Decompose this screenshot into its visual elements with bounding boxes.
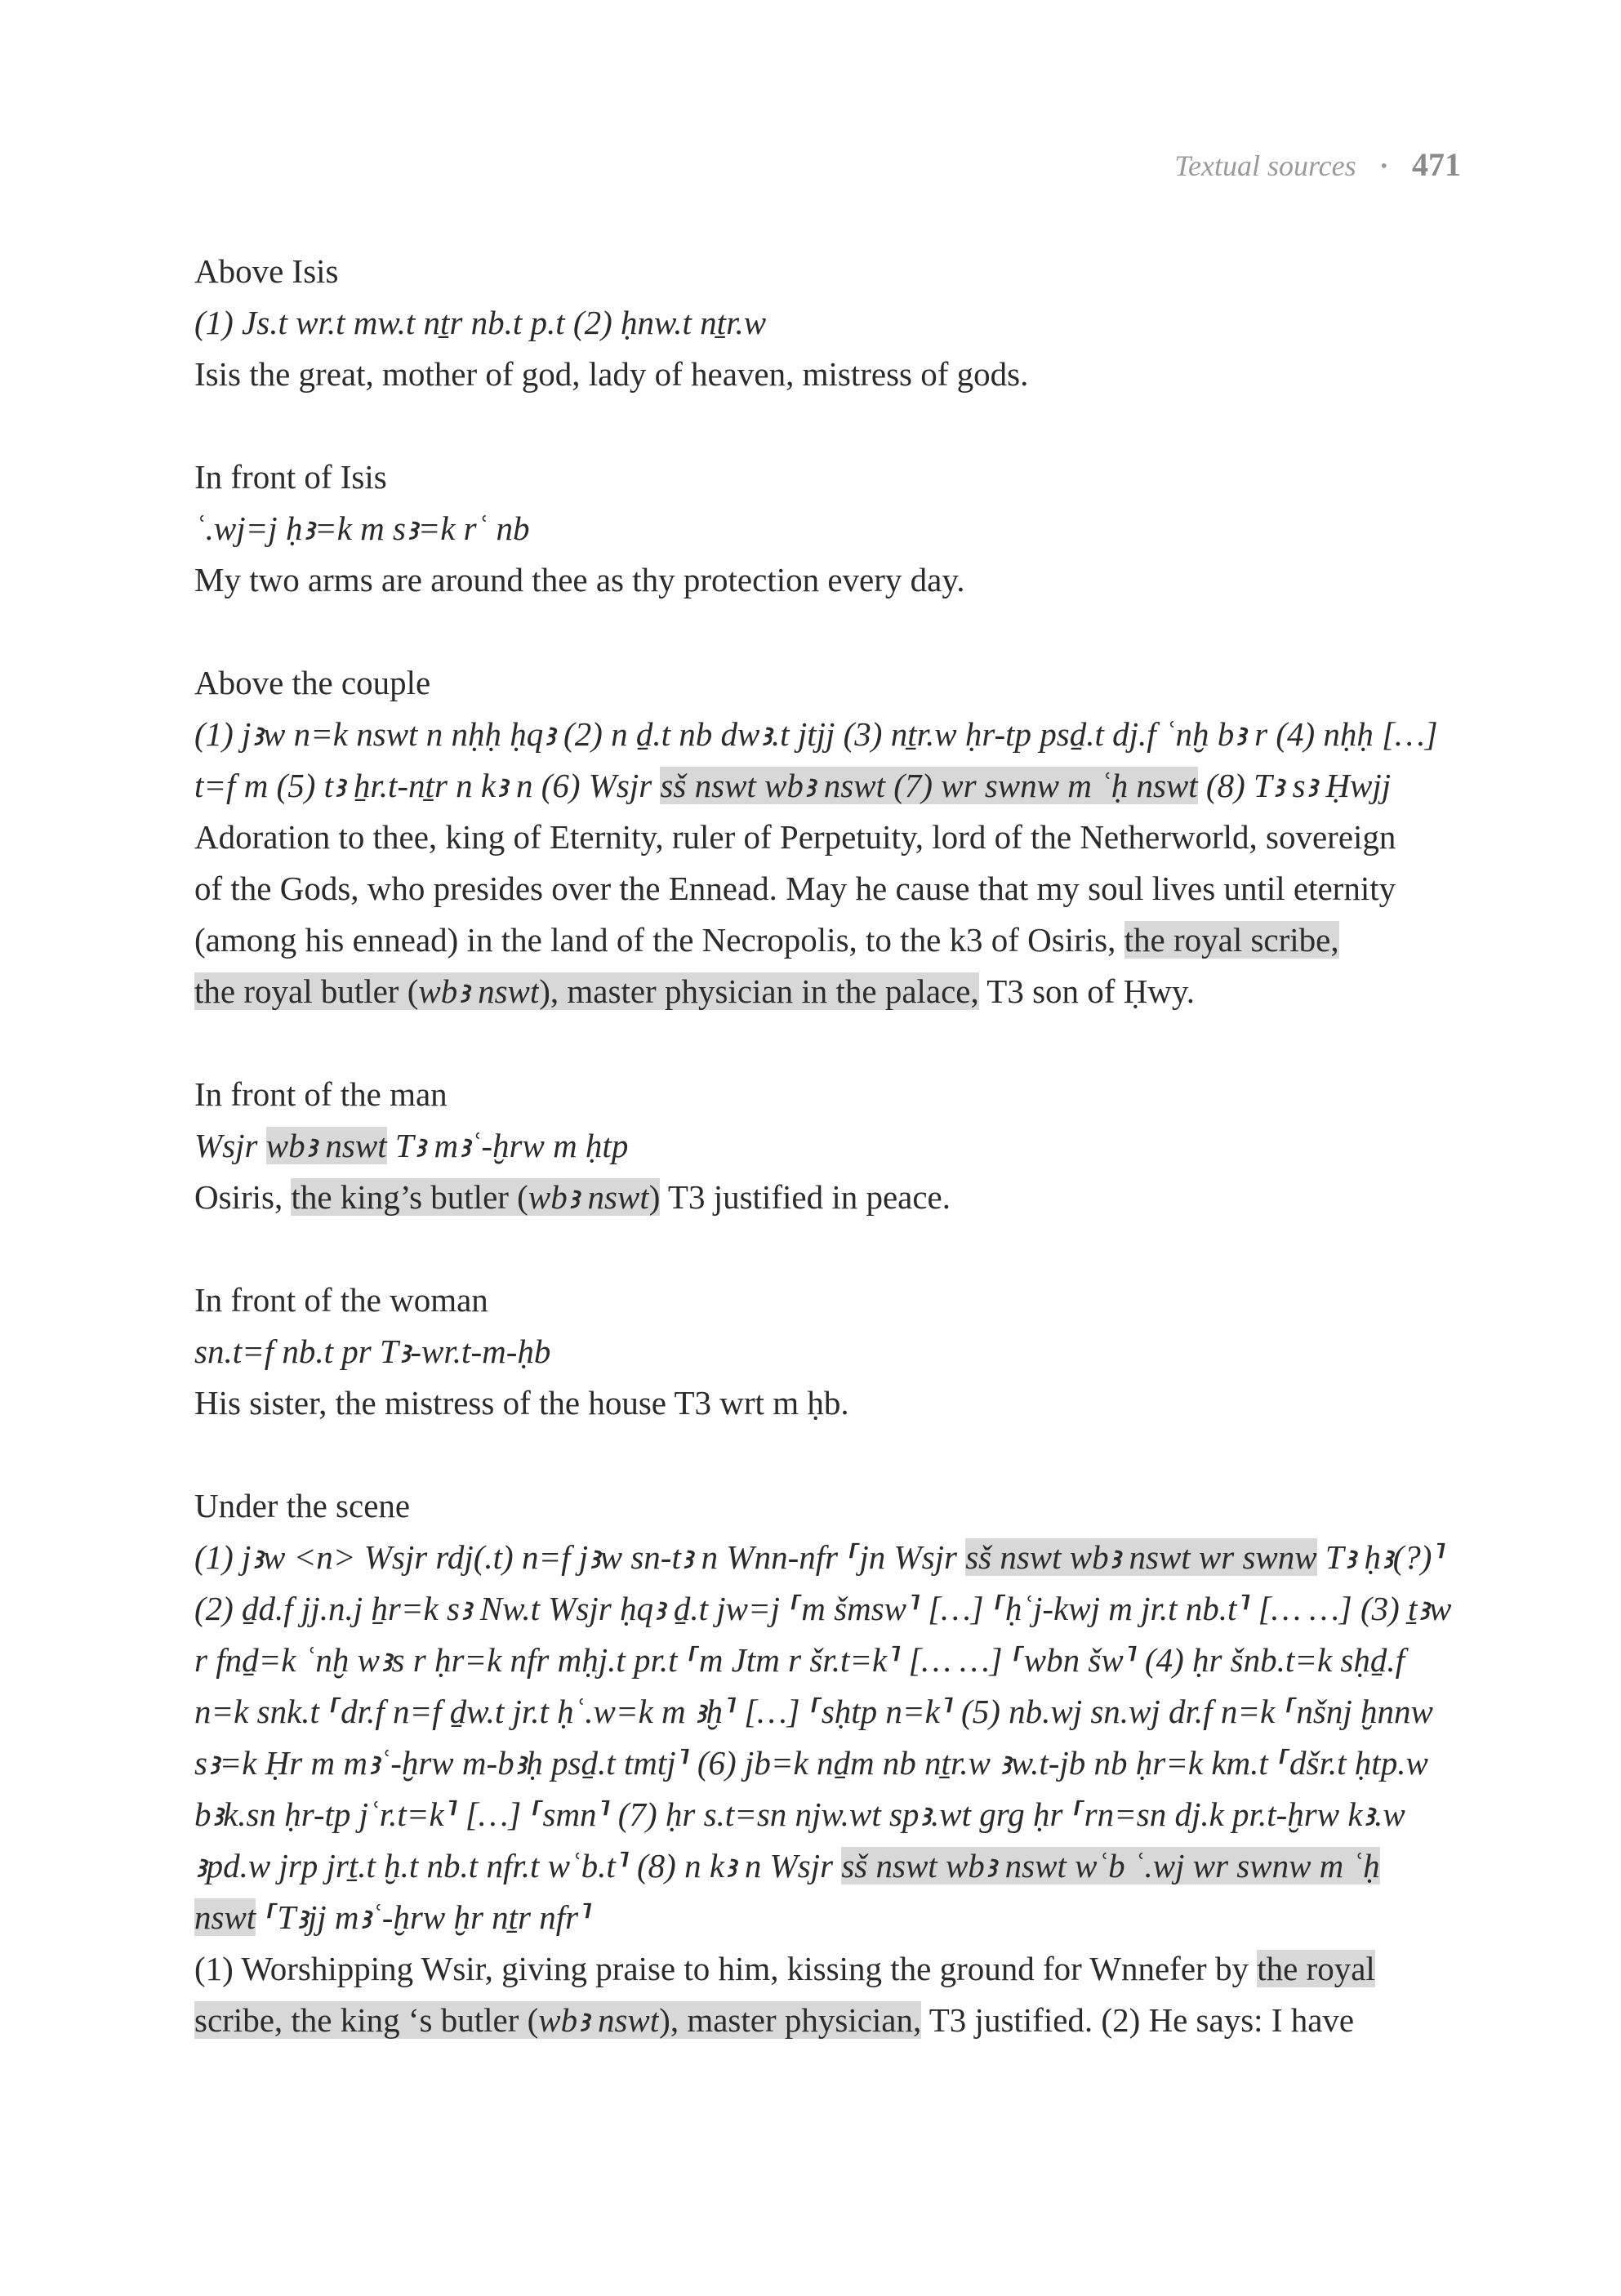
translation-line	[194, 863, 1463, 914]
translation-line	[194, 914, 1463, 966]
transliteration-line	[194, 1635, 1463, 1686]
transliteration-line	[194, 1789, 1463, 1840]
text-segment: Wsjr	[194, 1127, 266, 1164]
highlighted-text: sš nswt wbꜣ nswt wr swnw	[965, 1538, 1317, 1576]
body-text	[194, 246, 1463, 2046]
text-segment: sn.t=f nb.t pr Tꜣ-wr.t-m-ḥb	[194, 1333, 551, 1370]
text-segment: (1) jꜣw <n> Wsjr rdj(.t) n=f jꜣw sn-tꜣ n Wnn-nfr ⸢jn Wsjr	[194, 1538, 966, 1576]
transliteration-line	[194, 1583, 1463, 1635]
text-segment: sꜣ=k Ḥr m mꜣʿ-ḫrw m-bꜣḥ psḏ.t tmtj⸣ (6) jb=k nḏm nb nṯr.w ꜣw.t-jb nb ḥr=k km.t ⸢dšr.t ḥtp.w	[194, 1744, 1428, 1782]
text-segment: My two arms are around thee as thy protection every day.	[194, 561, 965, 598]
translation-line	[194, 1995, 1463, 2046]
text-block	[194, 657, 1463, 1017]
highlighted-text: sš nswt wbꜣ nswt (7) wr swnw m ʿḥ nswt	[660, 767, 1198, 804]
text-segment: Isis the great, mother of god, lady of heaven, mistress of gods.	[194, 355, 1029, 393]
text-segment: T3 justified. (2) He says: I have	[921, 2001, 1355, 2039]
translation-line	[194, 812, 1463, 863]
text-segment: (1) Js.t wr.t mw.t nṯr nb.t p.t (2) ḥnw.t nṯr.w	[194, 304, 767, 341]
text-segment: T3 son of Ḥwy.	[978, 972, 1195, 1010]
text-segment: t=f m (5) tꜣ ẖr.t-nṯr n kꜣ n (6) Wsjr	[194, 767, 661, 804]
text-block	[194, 1069, 1463, 1223]
running-head	[1174, 145, 1461, 184]
text-segment: Adoration to thee, king of Eternity, ruler of Perpetuity, lord of the Netherworld, sovereign	[194, 818, 1396, 856]
highlighted-text: the royal	[1257, 1950, 1375, 1987]
transliteration-line	[194, 1738, 1463, 1789]
text-segment: T3 justified in peace.	[660, 1178, 951, 1216]
highlighted-text: the king’s butler (	[291, 1178, 528, 1216]
block-heading: Above the couple	[194, 664, 431, 701]
paragraph-gap	[194, 1017, 1463, 1069]
text-segment: Tꜣ ḥꜣ(?)⸣	[1316, 1538, 1445, 1576]
paragraph-gap	[194, 1223, 1463, 1275]
translation-line	[194, 1943, 1463, 1995]
transliteration-line	[194, 1686, 1463, 1738]
text-segment: ꜣpd.w jrp jrṯ.t ḫ.t nb.t nfr.t wʿb.t⸣ (8) n kꜣ n Wsjr	[194, 1847, 842, 1884]
transliteration-line	[194, 760, 1463, 812]
paragraph-gap	[194, 400, 1463, 452]
running-head-separator: •	[1380, 156, 1387, 177]
translation-line	[194, 1377, 1463, 1429]
highlighted-text: )	[648, 1178, 661, 1216]
block-heading: In front of the woman	[194, 1281, 488, 1319]
highlighted-text: scribe, the king ‘s butler (	[194, 2001, 539, 2039]
translation-line	[194, 966, 1463, 1017]
highlighted-text: wbꜣ nswt	[265, 1127, 387, 1164]
text-block	[194, 246, 1463, 400]
highlighted-text: the royal scribe,	[1124, 921, 1339, 959]
highlighted-text: nswt	[194, 1898, 256, 1936]
transliteration-line	[194, 1532, 1463, 1583]
text-block	[194, 452, 1463, 606]
text-segment: bꜣk.sn ḥr-tp jʿr.t=k⸣ […] ⸢smn⸣ (7) ḥr s.t=sn njw.wt spꜣ.wt grg ḥr ⸢rn=sn dj.k pr.t-ḫrw kꜣ.w	[194, 1795, 1405, 1833]
text-segment: (8) Tꜣ sꜣ Ḥwjj	[1197, 767, 1392, 804]
text-segment: ⸢Tꜣjj mꜣʿ-ḫrw ḫr nṯr nfr⸣	[256, 1898, 592, 1936]
transliteration-line	[194, 1120, 1463, 1172]
text-segment: Osiris,	[194, 1178, 292, 1216]
block-heading: In front of Isis	[194, 458, 387, 496]
running-head-title: Textual sources	[1174, 149, 1356, 182]
translation-line	[194, 1172, 1463, 1223]
text-block	[194, 1275, 1463, 1429]
text-segment: (1) Worshipping Wsir, giving praise to him, kissing the ground for Wnnefer by	[194, 1950, 1258, 1987]
highlighted-text: wbꜣ nswt	[528, 1178, 649, 1216]
page-number: 471	[1412, 146, 1461, 183]
paragraph-gap	[194, 1429, 1463, 1480]
transliteration-line	[194, 1326, 1463, 1377]
text-segment: Tꜣ mꜣʿ-ḫrw m ḥtp	[386, 1127, 629, 1164]
text-block	[194, 1480, 1463, 2046]
highlighted-text: ), master physician in the palace,	[539, 972, 979, 1010]
transliteration-line	[194, 1892, 1463, 1943]
text-segment: (1) jꜣw n=k nswt n nḥḥ ḥqꜣ (2) n ḏ.t nb dwꜣ.t jtjj (3) nṯr.w ḥr-tp psḏ.t dj.f ʿnḫ bꜣ r (4) nḥḥ […]	[194, 715, 1438, 753]
text-segment: (2) ḏd.f jj.n.j ẖr=k sꜣ Nw.t Wsjr ḥqꜣ ḏ.t jw=j ⸢m šmsw⸣ […] ⸢ḥʿj-kwj m jr.t nb.t⸣ [… …] (3) ṯꜣw	[194, 1590, 1452, 1627]
highlighted-text: the royal butler (	[194, 972, 419, 1010]
text-segment: of the Gods, who presides over the Ennead. May he cause that my soul lives until eternity	[194, 870, 1396, 907]
block-heading: In front of the man	[194, 1075, 448, 1113]
highlighted-text: ), master physician,	[659, 2001, 922, 2039]
translation-line	[194, 554, 1463, 606]
text-segment: His sister, the mistress of the house T3 wrt m ḥb.	[194, 1384, 849, 1422]
highlighted-text: wbꜣ nswt	[538, 2001, 660, 2039]
text-segment: (among his ennead) in the land of the Necropolis, to the k3 of Osiris,	[194, 921, 1124, 959]
block-heading: Above Isis	[194, 252, 339, 290]
text-segment: r fnḏ=k ʿnḫ wꜣs r ḥr=k nfr mḥj.t pr.t ⸢m Jtm r šr.t=k⸣ [… …] ⸢wbn šw⸣ (4) ḥr šnb.t=k sḥḏ.f	[194, 1641, 1405, 1679]
paragraph-gap	[194, 606, 1463, 657]
transliteration-line	[194, 709, 1463, 760]
translation-line	[194, 349, 1463, 400]
block-heading: Under the scene	[194, 1487, 411, 1524]
highlighted-text: wbꜣ nswt	[418, 972, 540, 1010]
transliteration-line	[194, 503, 1463, 554]
highlighted-text: sš nswt wbꜣ nswt wʿb ʿ.wj wr swnw m ʿḥ	[841, 1847, 1380, 1884]
transliteration-line	[194, 1840, 1463, 1892]
transliteration-line	[194, 297, 1463, 349]
text-segment: ʿ.wj=j ḥꜣ=k m sꜣ=k rʿ nb	[194, 509, 530, 547]
text-segment: n=k snk.t ⸢dr.f n=f ḏw.t jr.t ḥʿ.w=k m ꜣḫ⸣ […] ⸢sḥtp n=k⸣ (5) nb.wj sn.wj dr.f n=k ⸢nšnj ḫnnw	[194, 1693, 1433, 1730]
